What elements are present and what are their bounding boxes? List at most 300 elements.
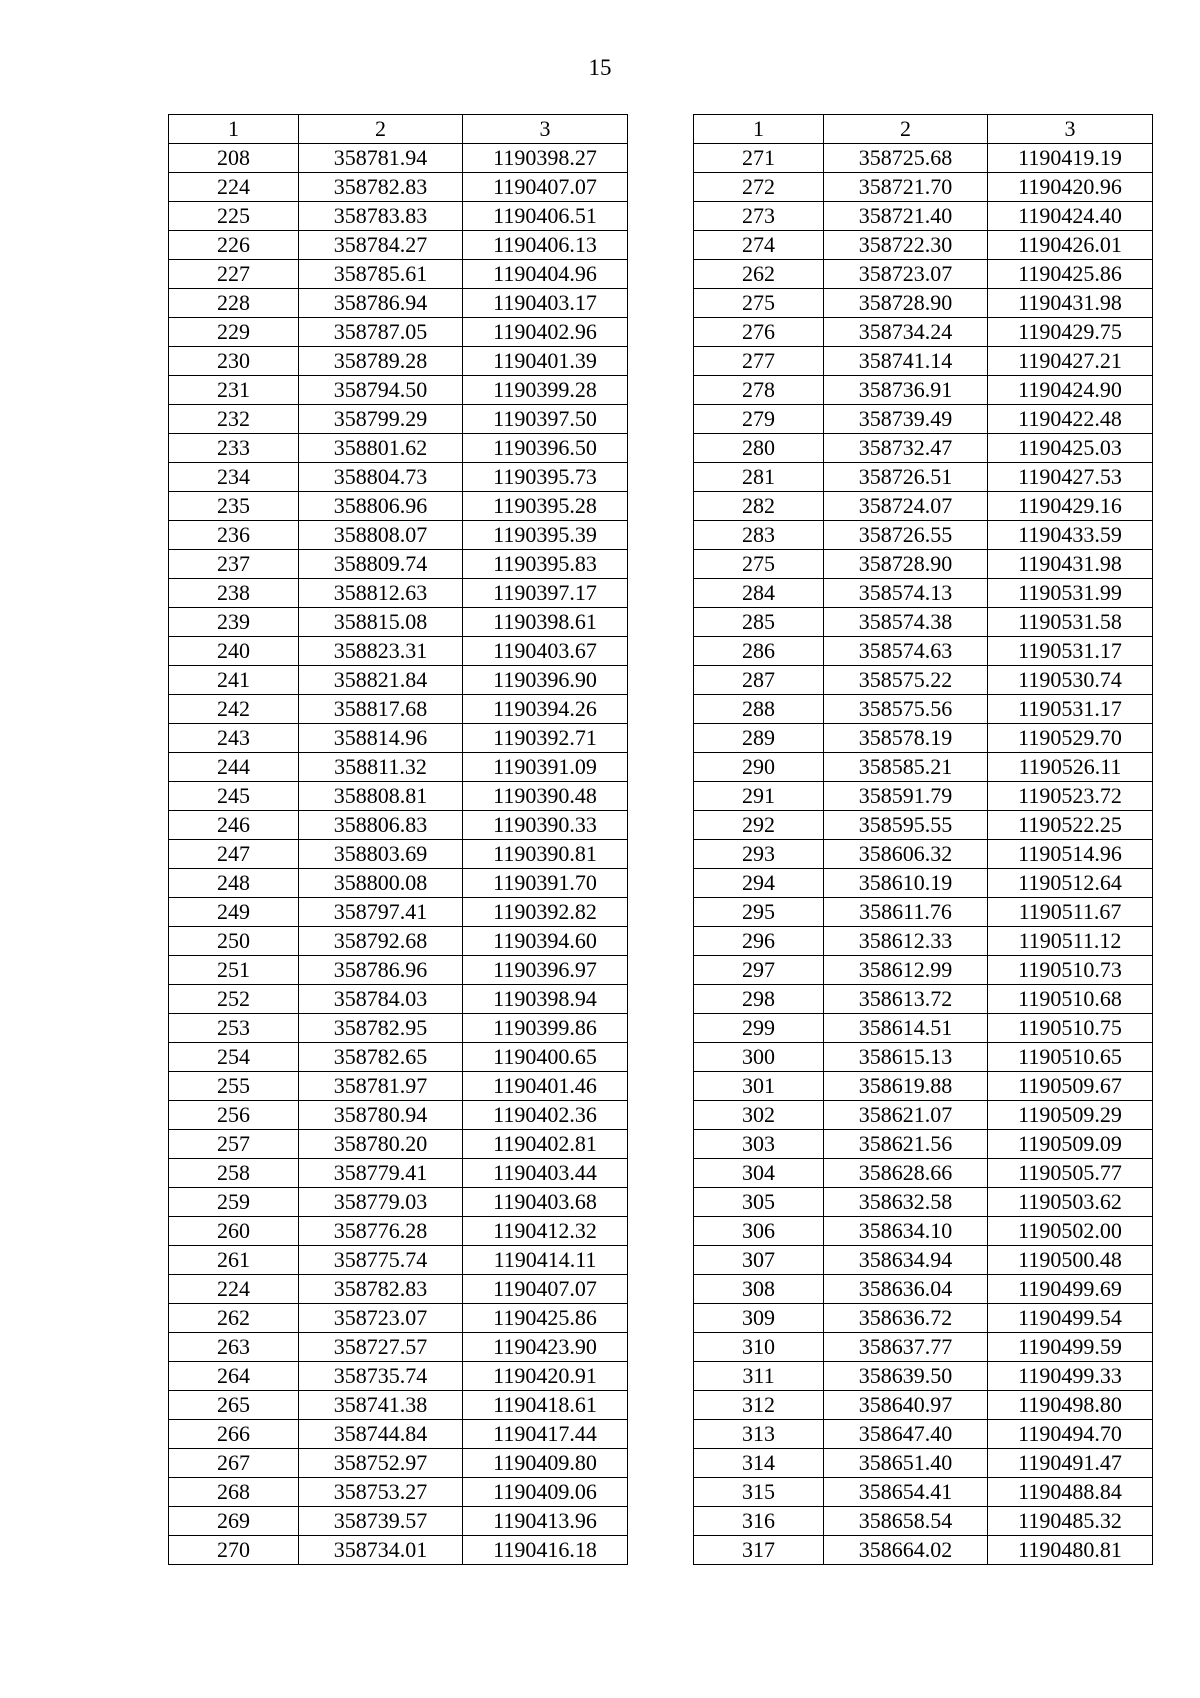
- y-coordinate-cell: 1190431.98: [988, 289, 1153, 318]
- point-number-cell: 305: [694, 1188, 824, 1217]
- x-coordinate-cell: 358806.83: [299, 811, 463, 840]
- y-coordinate-cell: 1190499.54: [988, 1304, 1153, 1333]
- table-row: [694, 898, 1153, 927]
- table-row: [169, 1217, 628, 1246]
- y-coordinate-cell: 1190514.96: [988, 840, 1153, 869]
- x-coordinate-cell: 358800.08: [299, 869, 463, 898]
- table-row: [169, 1159, 628, 1188]
- x-coordinate-cell: 358654.41: [824, 1478, 988, 1507]
- point-number-cell: 288: [694, 695, 824, 724]
- y-coordinate-cell: 1190420.91: [463, 1362, 628, 1391]
- x-coordinate-cell: 358786.96: [299, 956, 463, 985]
- point-number-cell: 224: [169, 1275, 299, 1304]
- point-number-cell: 291: [694, 782, 824, 811]
- table-row: [694, 173, 1153, 202]
- y-coordinate-cell: 1190409.80: [463, 1449, 628, 1478]
- y-coordinate-cell: 1190403.17: [463, 289, 628, 318]
- x-coordinate-cell: 358632.58: [824, 1188, 988, 1217]
- point-number-cell: 229: [169, 318, 299, 347]
- table-row: [694, 289, 1153, 318]
- table-row: [694, 1507, 1153, 1536]
- point-number-cell: 313: [694, 1420, 824, 1449]
- point-number-cell: 232: [169, 405, 299, 434]
- point-number-cell: 238: [169, 579, 299, 608]
- point-number-cell: 236: [169, 521, 299, 550]
- point-number-cell: 226: [169, 231, 299, 260]
- x-coordinate-cell: 358776.28: [299, 1217, 463, 1246]
- table-row: [694, 840, 1153, 869]
- table-row: [694, 985, 1153, 1014]
- point-number-cell: 281: [694, 463, 824, 492]
- table-row: [694, 1275, 1153, 1304]
- y-coordinate-cell: 1190510.73: [988, 956, 1153, 985]
- y-coordinate-cell: 1190401.46: [463, 1072, 628, 1101]
- point-number-cell: 256: [169, 1101, 299, 1130]
- point-number-cell: 261: [169, 1246, 299, 1275]
- y-coordinate-cell: 1190407.07: [463, 1275, 628, 1304]
- table-row: [169, 318, 628, 347]
- y-coordinate-cell: 1190392.82: [463, 898, 628, 927]
- x-coordinate-cell: 358794.50: [299, 376, 463, 405]
- point-number-cell: 235: [169, 492, 299, 521]
- table-row: [694, 492, 1153, 521]
- x-coordinate-cell: 358808.07: [299, 521, 463, 550]
- point-number-cell: 225: [169, 202, 299, 231]
- y-coordinate-cell: 1190392.71: [463, 724, 628, 753]
- table-row: [694, 1130, 1153, 1159]
- y-coordinate-cell: 1190502.00: [988, 1217, 1153, 1246]
- x-coordinate-cell: 358804.73: [299, 463, 463, 492]
- point-number-cell: 284: [694, 579, 824, 608]
- table-row: [694, 753, 1153, 782]
- point-number-cell: 268: [169, 1478, 299, 1507]
- x-coordinate-cell: 358727.57: [299, 1333, 463, 1362]
- table-row: [169, 347, 628, 376]
- y-coordinate-cell: 1190395.73: [463, 463, 628, 492]
- table-row: [169, 376, 628, 405]
- table-row: [169, 927, 628, 956]
- x-coordinate-cell: 358753.27: [299, 1478, 463, 1507]
- table-row: [694, 608, 1153, 637]
- table-row: [694, 1304, 1153, 1333]
- table-row: [694, 1478, 1153, 1507]
- y-coordinate-cell: 1190417.44: [463, 1420, 628, 1449]
- point-number-cell: 294: [694, 869, 824, 898]
- y-coordinate-cell: 1190499.69: [988, 1275, 1153, 1304]
- x-coordinate-cell: 358640.97: [824, 1391, 988, 1420]
- table-row: [169, 637, 628, 666]
- y-coordinate-cell: 1190423.90: [463, 1333, 628, 1362]
- y-coordinate-cell: 1190396.50: [463, 434, 628, 463]
- point-number-cell: 247: [169, 840, 299, 869]
- table-row: [169, 1188, 628, 1217]
- table-row: [169, 1478, 628, 1507]
- table-row: [169, 1391, 628, 1420]
- y-coordinate-cell: 1190425.03: [988, 434, 1153, 463]
- y-coordinate-cell: 1190390.48: [463, 782, 628, 811]
- point-number-cell: 266: [169, 1420, 299, 1449]
- table-row: [169, 1246, 628, 1275]
- table-row: [169, 579, 628, 608]
- table-row: [169, 608, 628, 637]
- x-coordinate-cell: 358575.56: [824, 695, 988, 724]
- point-number-cell: 233: [169, 434, 299, 463]
- y-coordinate-cell: 1190425.86: [988, 260, 1153, 289]
- table-row: [169, 550, 628, 579]
- point-number-cell: 290: [694, 753, 824, 782]
- y-coordinate-cell: 1190390.81: [463, 840, 628, 869]
- point-number-cell: 276: [694, 318, 824, 347]
- y-coordinate-cell: 1190488.84: [988, 1478, 1153, 1507]
- y-coordinate-cell: 1190510.65: [988, 1043, 1153, 1072]
- column-header: 3: [988, 115, 1153, 144]
- point-number-cell: 287: [694, 666, 824, 695]
- y-coordinate-cell: 1190407.07: [463, 173, 628, 202]
- point-number-cell: 279: [694, 405, 824, 434]
- y-coordinate-cell: 1190402.96: [463, 318, 628, 347]
- y-coordinate-cell: 1190511.12: [988, 927, 1153, 956]
- point-number-cell: 271: [694, 144, 824, 173]
- y-coordinate-cell: 1190399.28: [463, 376, 628, 405]
- point-number-cell: 265: [169, 1391, 299, 1420]
- table-row: [694, 1217, 1153, 1246]
- point-number-cell: 243: [169, 724, 299, 753]
- x-coordinate-cell: 358789.28: [299, 347, 463, 376]
- y-coordinate-cell: 1190510.75: [988, 1014, 1153, 1043]
- y-coordinate-cell: 1190394.60: [463, 927, 628, 956]
- x-coordinate-cell: 358781.94: [299, 144, 463, 173]
- y-coordinate-cell: 1190406.51: [463, 202, 628, 231]
- x-coordinate-cell: 358782.65: [299, 1043, 463, 1072]
- x-coordinate-cell: 358784.03: [299, 985, 463, 1014]
- table-row: [694, 405, 1153, 434]
- table-row: [694, 1246, 1153, 1275]
- table-row: [694, 1101, 1153, 1130]
- table-row: [169, 666, 628, 695]
- point-number-cell: 308: [694, 1275, 824, 1304]
- point-number-cell: 274: [694, 231, 824, 260]
- table-row: [169, 811, 628, 840]
- y-coordinate-cell: 1190505.77: [988, 1159, 1153, 1188]
- point-number-cell: 283: [694, 521, 824, 550]
- point-number-cell: 246: [169, 811, 299, 840]
- table-row: [169, 231, 628, 260]
- table-row: [694, 318, 1153, 347]
- point-number-cell: 230: [169, 347, 299, 376]
- table-header-row: [169, 115, 628, 144]
- x-coordinate-cell: 358664.02: [824, 1536, 988, 1565]
- y-coordinate-cell: 1190403.68: [463, 1188, 628, 1217]
- y-coordinate-cell: 1190398.94: [463, 985, 628, 1014]
- x-coordinate-cell: 358721.70: [824, 173, 988, 202]
- table-row: [694, 1391, 1153, 1420]
- table-row: [694, 1420, 1153, 1449]
- y-coordinate-cell: 1190398.27: [463, 144, 628, 173]
- point-number-cell: 241: [169, 666, 299, 695]
- table-row: [169, 434, 628, 463]
- point-number-cell: 314: [694, 1449, 824, 1478]
- point-number-cell: 251: [169, 956, 299, 985]
- point-number-cell: 310: [694, 1333, 824, 1362]
- y-coordinate-cell: 1190406.13: [463, 231, 628, 260]
- table-row: [169, 521, 628, 550]
- point-number-cell: 263: [169, 1333, 299, 1362]
- point-number-cell: 302: [694, 1101, 824, 1130]
- table-row: [694, 144, 1153, 173]
- y-coordinate-cell: 1190429.16: [988, 492, 1153, 521]
- table-row: [694, 1333, 1153, 1362]
- table-row: [169, 985, 628, 1014]
- y-coordinate-cell: 1190397.17: [463, 579, 628, 608]
- column-header: 1: [694, 115, 824, 144]
- x-coordinate-cell: 358806.96: [299, 492, 463, 521]
- point-number-cell: 227: [169, 260, 299, 289]
- x-coordinate-cell: 358741.14: [824, 347, 988, 376]
- x-coordinate-cell: 358726.55: [824, 521, 988, 550]
- point-number-cell: 275: [694, 550, 824, 579]
- y-coordinate-cell: 1190529.70: [988, 724, 1153, 753]
- point-number-cell: 306: [694, 1217, 824, 1246]
- point-number-cell: 303: [694, 1130, 824, 1159]
- point-number-cell: 260: [169, 1217, 299, 1246]
- table-row: [169, 1449, 628, 1478]
- x-coordinate-cell: 358782.95: [299, 1014, 463, 1043]
- point-number-cell: 239: [169, 608, 299, 637]
- point-number-cell: 317: [694, 1536, 824, 1565]
- y-coordinate-cell: 1190419.19: [988, 144, 1153, 173]
- point-number-cell: 264: [169, 1362, 299, 1391]
- table-row: [694, 1043, 1153, 1072]
- x-coordinate-cell: 358814.96: [299, 724, 463, 753]
- y-coordinate-cell: 1190480.81: [988, 1536, 1153, 1565]
- x-coordinate-cell: 358613.72: [824, 985, 988, 1014]
- y-coordinate-cell: 1190403.67: [463, 637, 628, 666]
- x-coordinate-cell: 358815.08: [299, 608, 463, 637]
- x-coordinate-cell: 358721.40: [824, 202, 988, 231]
- table-row: [694, 811, 1153, 840]
- x-coordinate-cell: 358782.83: [299, 173, 463, 202]
- point-number-cell: 262: [169, 1304, 299, 1333]
- x-coordinate-cell: 358779.03: [299, 1188, 463, 1217]
- point-number-cell: 293: [694, 840, 824, 869]
- y-coordinate-cell: 1190485.32: [988, 1507, 1153, 1536]
- x-coordinate-cell: 358637.77: [824, 1333, 988, 1362]
- table-row: [694, 1072, 1153, 1101]
- table-row: [694, 434, 1153, 463]
- point-number-cell: 296: [694, 927, 824, 956]
- point-number-cell: 267: [169, 1449, 299, 1478]
- table-row: [169, 260, 628, 289]
- point-number-cell: 278: [694, 376, 824, 405]
- point-number-cell: 309: [694, 1304, 824, 1333]
- table-row: [169, 492, 628, 521]
- y-coordinate-cell: 1190390.33: [463, 811, 628, 840]
- y-coordinate-cell: 1190522.25: [988, 811, 1153, 840]
- table-row: [694, 260, 1153, 289]
- point-number-cell: 272: [694, 173, 824, 202]
- table-row: [169, 1130, 628, 1159]
- x-coordinate-cell: 358574.13: [824, 579, 988, 608]
- x-coordinate-cell: 358728.90: [824, 289, 988, 318]
- y-coordinate-cell: 1190498.80: [988, 1391, 1153, 1420]
- table-row: [694, 666, 1153, 695]
- table-row: [694, 376, 1153, 405]
- y-coordinate-cell: 1190509.09: [988, 1130, 1153, 1159]
- point-number-cell: 254: [169, 1043, 299, 1072]
- table-row: [694, 579, 1153, 608]
- x-coordinate-cell: 358591.79: [824, 782, 988, 811]
- x-coordinate-cell: 358735.74: [299, 1362, 463, 1391]
- point-number-cell: 228: [169, 289, 299, 318]
- table-row: [694, 1188, 1153, 1217]
- table-row: [694, 869, 1153, 898]
- point-number-cell: 231: [169, 376, 299, 405]
- x-coordinate-cell: 358612.33: [824, 927, 988, 956]
- x-coordinate-cell: 358634.94: [824, 1246, 988, 1275]
- y-coordinate-cell: 1190499.33: [988, 1362, 1153, 1391]
- x-coordinate-cell: 358808.81: [299, 782, 463, 811]
- point-number-cell: 257: [169, 1130, 299, 1159]
- table-row: [169, 1072, 628, 1101]
- point-number-cell: 273: [694, 202, 824, 231]
- table-header-row: [694, 115, 1153, 144]
- point-number-cell: 299: [694, 1014, 824, 1043]
- x-coordinate-cell: 358787.05: [299, 318, 463, 347]
- y-coordinate-cell: 1190530.74: [988, 666, 1153, 695]
- x-coordinate-cell: 358615.13: [824, 1043, 988, 1072]
- point-number-cell: 297: [694, 956, 824, 985]
- x-coordinate-cell: 358799.29: [299, 405, 463, 434]
- y-coordinate-cell: 1190424.90: [988, 376, 1153, 405]
- x-coordinate-cell: 358739.57: [299, 1507, 463, 1536]
- x-coordinate-cell: 358797.41: [299, 898, 463, 927]
- point-number-cell: 224: [169, 173, 299, 202]
- x-coordinate-cell: 358639.50: [824, 1362, 988, 1391]
- x-coordinate-cell: 358621.07: [824, 1101, 988, 1130]
- table-row: [694, 1449, 1153, 1478]
- table-row: [694, 1014, 1153, 1043]
- y-coordinate-cell: 1190402.81: [463, 1130, 628, 1159]
- table-row: [169, 782, 628, 811]
- table-row: [169, 405, 628, 434]
- table-row: [694, 724, 1153, 753]
- point-number-cell: 289: [694, 724, 824, 753]
- table-row: [169, 753, 628, 782]
- x-coordinate-cell: 358821.84: [299, 666, 463, 695]
- table-row: [694, 782, 1153, 811]
- x-coordinate-cell: 358725.68: [824, 144, 988, 173]
- table-row: [169, 724, 628, 753]
- x-coordinate-cell: 358723.07: [824, 260, 988, 289]
- y-coordinate-cell: 1190509.29: [988, 1101, 1153, 1130]
- point-number-cell: 300: [694, 1043, 824, 1072]
- point-number-cell: 208: [169, 144, 299, 173]
- x-coordinate-cell: 358734.24: [824, 318, 988, 347]
- point-number-cell: 245: [169, 782, 299, 811]
- y-coordinate-cell: 1190494.70: [988, 1420, 1153, 1449]
- table-row: [694, 1536, 1153, 1565]
- x-coordinate-cell: 358578.19: [824, 724, 988, 753]
- y-coordinate-cell: 1190531.17: [988, 695, 1153, 724]
- x-coordinate-cell: 358784.27: [299, 231, 463, 260]
- point-number-cell: 286: [694, 637, 824, 666]
- x-coordinate-cell: 358726.51: [824, 463, 988, 492]
- y-coordinate-cell: 1190500.48: [988, 1246, 1153, 1275]
- x-coordinate-cell: 358575.22: [824, 666, 988, 695]
- x-coordinate-cell: 358744.84: [299, 1420, 463, 1449]
- x-coordinate-cell: 358647.40: [824, 1420, 988, 1449]
- table-row: [169, 1043, 628, 1072]
- y-coordinate-cell: 1190531.99: [988, 579, 1153, 608]
- column-header: 2: [824, 115, 988, 144]
- table-row: [169, 840, 628, 869]
- y-coordinate-cell: 1190431.98: [988, 550, 1153, 579]
- y-coordinate-cell: 1190429.75: [988, 318, 1153, 347]
- x-coordinate-cell: 358781.97: [299, 1072, 463, 1101]
- point-number-cell: 304: [694, 1159, 824, 1188]
- table-row: [169, 289, 628, 318]
- x-coordinate-cell: 358823.31: [299, 637, 463, 666]
- point-number-cell: 252: [169, 985, 299, 1014]
- x-coordinate-cell: 358752.97: [299, 1449, 463, 1478]
- point-number-cell: 240: [169, 637, 299, 666]
- table-row: [169, 898, 628, 927]
- x-coordinate-cell: 358595.55: [824, 811, 988, 840]
- x-coordinate-cell: 358636.04: [824, 1275, 988, 1304]
- table-row: [169, 173, 628, 202]
- y-coordinate-cell: 1190499.59: [988, 1333, 1153, 1362]
- y-coordinate-cell: 1190418.61: [463, 1391, 628, 1420]
- y-coordinate-cell: 1190512.64: [988, 869, 1153, 898]
- x-coordinate-cell: 358785.61: [299, 260, 463, 289]
- y-coordinate-cell: 1190414.11: [463, 1246, 628, 1275]
- y-coordinate-cell: 1190404.96: [463, 260, 628, 289]
- y-coordinate-cell: 1190531.17: [988, 637, 1153, 666]
- point-number-cell: 249: [169, 898, 299, 927]
- y-coordinate-cell: 1190394.26: [463, 695, 628, 724]
- y-coordinate-cell: 1190433.59: [988, 521, 1153, 550]
- table-row: [169, 869, 628, 898]
- table-row: [169, 144, 628, 173]
- x-coordinate-cell: 358722.30: [824, 231, 988, 260]
- x-coordinate-cell: 358779.41: [299, 1159, 463, 1188]
- table-row: [169, 956, 628, 985]
- x-coordinate-cell: 358817.68: [299, 695, 463, 724]
- x-coordinate-cell: 358803.69: [299, 840, 463, 869]
- y-coordinate-cell: 1190409.06: [463, 1478, 628, 1507]
- x-coordinate-cell: 358610.19: [824, 869, 988, 898]
- point-number-cell: 237: [169, 550, 299, 579]
- point-number-cell: 242: [169, 695, 299, 724]
- y-coordinate-cell: 1190412.32: [463, 1217, 628, 1246]
- table-row: [169, 202, 628, 231]
- y-coordinate-cell: 1190491.47: [988, 1449, 1153, 1478]
- y-coordinate-cell: 1190395.83: [463, 550, 628, 579]
- point-number-cell: 301: [694, 1072, 824, 1101]
- point-number-cell: 311: [694, 1362, 824, 1391]
- x-coordinate-cell: 358612.99: [824, 956, 988, 985]
- table-row: [694, 1159, 1153, 1188]
- table-row: [694, 550, 1153, 579]
- point-number-cell: 248: [169, 869, 299, 898]
- y-coordinate-cell: 1190402.36: [463, 1101, 628, 1130]
- x-coordinate-cell: 358775.74: [299, 1246, 463, 1275]
- table-row: [694, 637, 1153, 666]
- y-coordinate-cell: 1190509.67: [988, 1072, 1153, 1101]
- table-row: [694, 521, 1153, 550]
- x-coordinate-cell: 358611.76: [824, 898, 988, 927]
- point-number-cell: 259: [169, 1188, 299, 1217]
